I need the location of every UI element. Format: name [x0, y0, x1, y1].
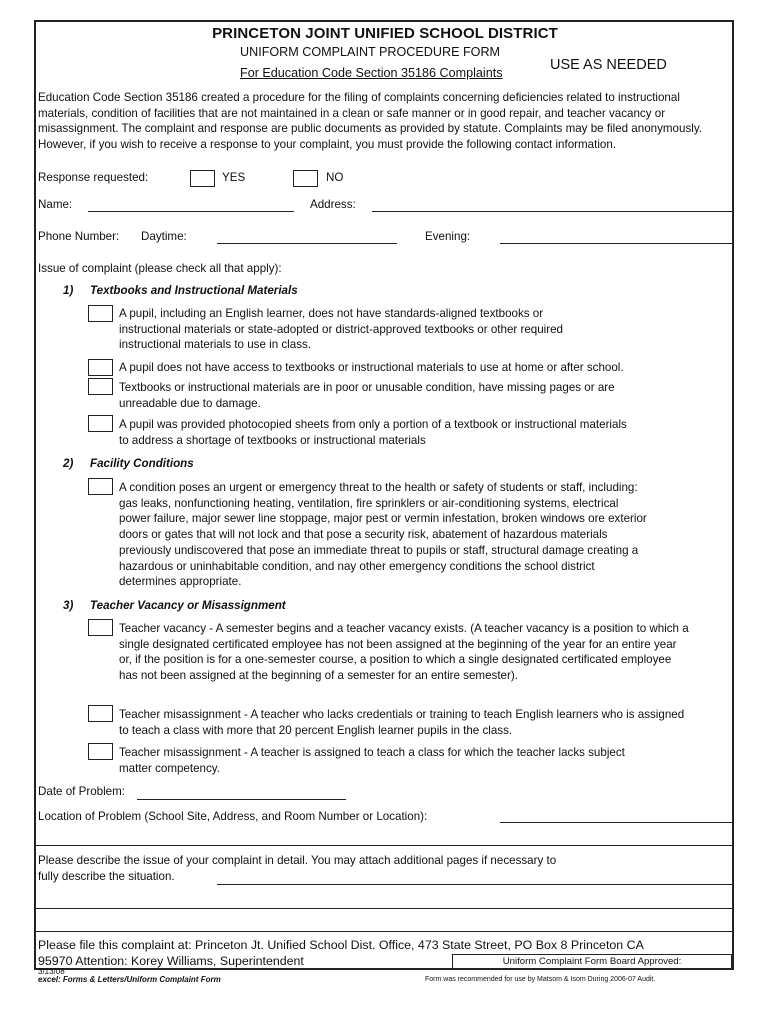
use-as-needed-note: USE AS NEEDED	[550, 57, 667, 73]
response-label: Response requested:	[38, 171, 149, 184]
describe-label-line-2: fully describe the situation.	[38, 870, 175, 883]
form-subtitle: For Education Code Section 35186 Complaints	[240, 66, 503, 80]
item-1-4-checkbox[interactable]	[88, 415, 113, 432]
response-no-label: NO	[326, 171, 344, 184]
section-3-title: Teacher Vacancy or Misassignment	[90, 599, 286, 612]
section-3-number: 3)	[63, 599, 74, 612]
issue-label: Issue of complaint (please check all that apply):	[38, 262, 282, 275]
section-2-title: Facility Conditions	[90, 457, 194, 470]
location-label: Location of Problem (School Site, Address, and Room Number or Location):	[38, 810, 428, 823]
item-3-1-checkbox[interactable]	[88, 619, 113, 636]
response-yes-label: YES	[222, 171, 246, 184]
address-label: Address:	[310, 198, 356, 211]
section-1-title: Textbooks and Instructional Materials	[90, 284, 298, 297]
daytime-label: Daytime:	[141, 230, 187, 243]
response-yes-checkbox[interactable]	[190, 170, 215, 187]
item-2-1-checkbox[interactable]	[88, 478, 113, 495]
item-1-4-text: A pupil was provided photocopied sheets from only a portion of a textbook or instructional materials to address a shortage of textbooks or instructional materials	[119, 418, 627, 447]
form-title: UNIFORM COMPLAINT PROCEDURE FORM	[240, 45, 501, 59]
evening-phone-field[interactable]	[500, 243, 732, 244]
describe-field-line-3[interactable]	[36, 931, 732, 932]
item-1-2-text: A pupil does not have access to textbooks or instructional materials to use at home or after school.	[119, 361, 624, 374]
item-3-2-text: Teacher misassignment - A teacher who lacks credentials or training to teach English learners who is assigned to teach a class with more that 20 percent English learner pupils in the class.	[119, 708, 685, 737]
filing-line-2: 95970 Attention: Korey Williams, Superintendent	[38, 954, 304, 968]
item-3-3-text: Teacher misassignment - A teacher is assigned to teach a class for which the teacher lacks subject matter competency.	[119, 746, 625, 775]
describe-field-line-1[interactable]	[217, 884, 732, 885]
item-1-3-checkbox[interactable]	[88, 378, 113, 395]
district-title: PRINCETON JOINT UNIFIED SCHOOL DISTRICT	[212, 25, 558, 42]
address-field[interactable]	[372, 211, 732, 212]
filing-line-1: Please file this complaint at: Princeton Jt. Unified School Dist. Office, 473 State Street, PO Box 8 Princeton CA	[38, 938, 644, 952]
describe-field-line-2[interactable]	[36, 908, 732, 909]
section-2-number: 2)	[63, 457, 74, 470]
phone-label: Phone Number:	[38, 230, 120, 243]
item-2-1-text: A condition poses an urgent or emergency threat to the health or safety of students or staff, including: gas leaks, nonfunctioning heating, ventilation, fire sprinklers or air-conditioning systems, electrical power failure, major sewer line stoppage, major pest or vermin infestation, broken windows ore exterior doors or gates that will not lock and that pose a security risk, abatement of hazardous materials previously undiscovered that pose an immediate threat to pupils or staff, structural damage creating a hazardous or uninhabitable condition, and nay other emergency conditions the school district determines appropriate.	[119, 481, 647, 589]
location-line-2[interactable]	[36, 845, 732, 846]
item-3-3-checkbox[interactable]	[88, 743, 113, 760]
daytime-phone-field[interactable]	[217, 243, 397, 244]
location-field[interactable]	[500, 822, 732, 823]
item-3-1-text: Teacher vacancy - A semester begins and a teacher vacancy exists. (A teacher vacancy is a position to which a single designated certificated employee has not been assigned at the beginning of the year for an entire year or, if the position is for a one-semester course, a position to which a single designated certificated employee has not been assigned at the beginning of a semester for an entire semester).	[119, 622, 689, 683]
item-1-3-text: Textbooks or instructional materials are in poor or unusable condition, have missing pages or are unreadable due to damage.	[119, 381, 615, 410]
footer-note: Form was recommended for use by Matsom & Isom During 2006-07 Audit.	[425, 976, 656, 983]
name-label: Name:	[38, 198, 73, 211]
footer-path: excel: Forms & Letters/Uniform Complaint Form	[38, 975, 221, 984]
item-1-2-checkbox[interactable]	[88, 359, 113, 376]
item-3-2-checkbox[interactable]	[88, 705, 113, 722]
date-of-problem-label: Date of Problem:	[38, 785, 125, 798]
section-1-number: 1)	[63, 284, 74, 297]
item-1-1-checkbox[interactable]	[88, 305, 113, 322]
item-1-1-text: A pupil, including an English learner, does not have standards-aligned textbooks or instructional materials or state-adopted or district-approved textbooks or other required instructional materials to use in class.	[119, 307, 564, 352]
footer-date-code: 3/13/08	[38, 967, 65, 976]
intro-paragraph: Education Code Section 35186 created a procedure for the filing of complaints concerning deficiencies related to instructional materials, condition of facilities that are not maintained in a clean or safe manner or in good repair, and teacher vacancy or misassignment. The complaint and response are public documents as provided by statute. Complaints may be filed anonymously. However, if you wish to receive a response to your complaint, you must provide the following contact information.	[38, 91, 702, 152]
describe-label-line-1: Please describe the issue of your complaint in detail. You may attach additional pages if necessary to	[38, 854, 557, 867]
date-of-problem-field[interactable]	[137, 799, 346, 800]
name-field[interactable]	[88, 211, 294, 212]
evening-label: Evening:	[425, 230, 471, 243]
response-no-checkbox[interactable]	[293, 170, 318, 187]
board-approved-box: Uniform Complaint Form Board Approved:	[452, 954, 732, 970]
